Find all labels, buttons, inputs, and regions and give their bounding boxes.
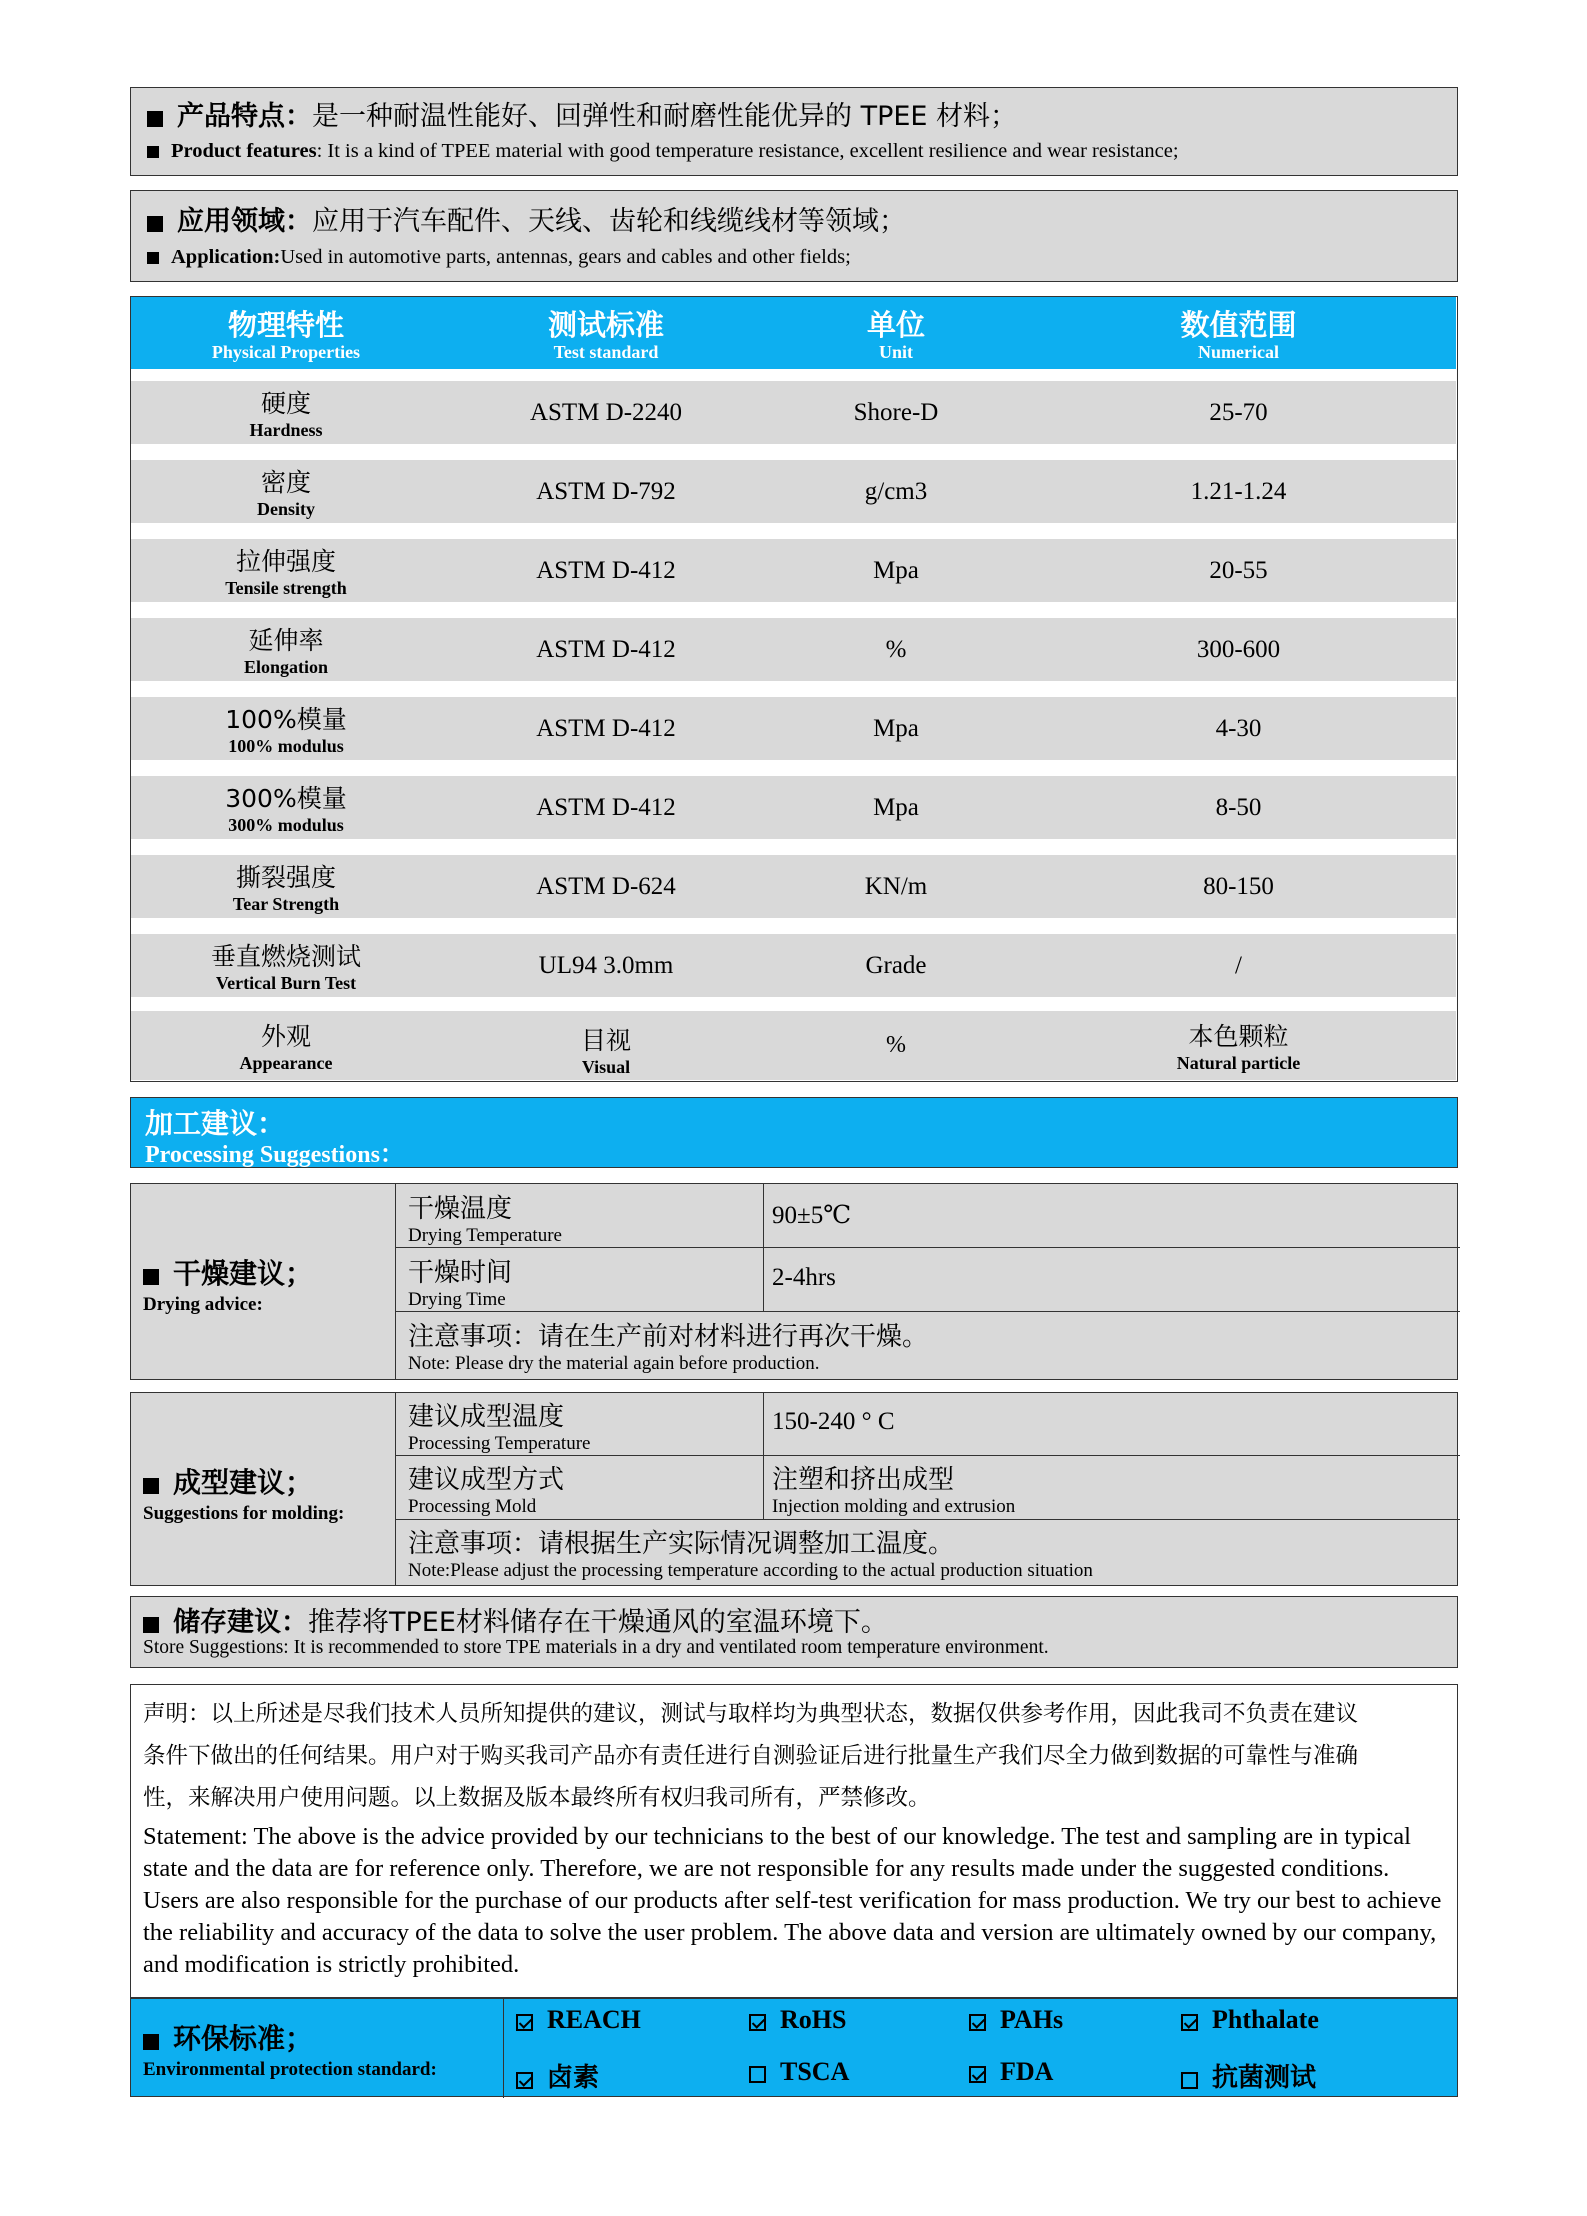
bullet-square-icon (147, 252, 159, 264)
property-standard: ASTM D-624 (536, 872, 676, 900)
bullet-square-icon (143, 2034, 159, 2050)
property-unit: Mpa (873, 556, 919, 584)
molding-temp-label: 建议成型温度 Processing Temperature (408, 1401, 591, 1454)
env-checkbox-item[interactable] (749, 2057, 849, 2087)
property-value: 8-50 (1215, 793, 1262, 821)
features-cn-text: 是一种耐温性能好、回弹性和耐磨性能优异的 TPEE 材料； (312, 101, 1018, 132)
drying-section (130, 1183, 1458, 1380)
features-cn-label: 产品特点： (177, 101, 312, 132)
unchecked-box-icon[interactable] (749, 2066, 766, 2083)
property-row (131, 460, 1456, 523)
application-cn-label: 应用领域： (177, 206, 312, 237)
env-item-label: TSCA (780, 2057, 850, 2086)
property-name: 密度 Density (257, 468, 315, 519)
molding-temp-value: 150-240 ° C (772, 1407, 895, 1435)
bullet-square-icon (147, 146, 159, 158)
header-numerical: 数值范围 Numerical (1180, 308, 1297, 362)
drying-temp-value: 90±5℃ (772, 1201, 852, 1229)
env-item-label: 抗菌测试 (1212, 2063, 1317, 2092)
application-en-line (147, 246, 851, 269)
property-unit: % (885, 635, 907, 663)
property-unit: Mpa (873, 714, 919, 742)
processing-title-cn: 加工建议： (145, 1107, 286, 1140)
processing-title-en: Processing Suggestions： (145, 1142, 404, 1168)
property-standard: ASTM D-412 (536, 793, 676, 821)
env-checkbox-item[interactable] (749, 2005, 846, 2035)
application-en-label: Application: (171, 246, 281, 268)
checked-box-icon[interactable] (516, 2072, 533, 2089)
features-section (130, 87, 1458, 176)
env-item-label: PAHs (1000, 2005, 1064, 2034)
checked-box-icon[interactable] (1181, 2014, 1198, 2031)
bullet-square-icon (147, 216, 163, 232)
property-unit: g/cm3 (864, 477, 928, 505)
env-item-label: RoHS (780, 2005, 847, 2034)
property-name: 300%模量 300% modulus (225, 784, 347, 835)
property-standard: UL94 3.0mm (538, 951, 674, 979)
bullet-square-icon (143, 1269, 159, 1285)
env-item-label: 卤素 (547, 2063, 600, 2092)
property-name: 拉伸强度 Tensile strength (225, 547, 347, 598)
appearance-unit: % (886, 1032, 906, 1058)
statement-section (130, 1684, 1458, 1998)
env-item-label: Phthalate (1212, 2005, 1319, 2034)
property-name: 硬度 Hardness (249, 389, 323, 440)
property-standard: ASTM D-412 (536, 714, 676, 742)
application-cn-line (147, 199, 906, 238)
property-value: 80-150 (1203, 872, 1274, 900)
application-en-text: Used in automotive parts, antennas, gears and cables and other fields; (280, 246, 851, 268)
features-en-line (147, 140, 1179, 163)
storage-en-line: Store Suggestions: It is recommended to store TPE materials in a dry and ventilated room temperature environment. (143, 1637, 1049, 1658)
molding-mold-value: 注塑和挤出成型 Injection molding and extrusion (772, 1464, 1016, 1517)
checked-box-icon[interactable] (969, 2066, 986, 2083)
bullet-square-icon (147, 111, 163, 127)
property-row (131, 618, 1456, 681)
properties-header-row (131, 297, 1456, 369)
appearance-value: 本色颗粒 Natural particle (1176, 1022, 1301, 1073)
property-name: 垂直燃烧测试 Vertical Burn Test (210, 942, 361, 993)
property-unit: KN/m (864, 872, 928, 900)
env-item-label: REACH (547, 2005, 641, 2034)
property-row (131, 934, 1456, 997)
features-cn-line (147, 94, 1017, 133)
drying-time-label: 干燥时间 Drying Time (408, 1257, 513, 1310)
env-checkbox-item[interactable] (516, 2005, 641, 2035)
drying-time-value: 2-4hrs (772, 1263, 836, 1291)
property-name: 100%模量 100% modulus (225, 705, 347, 756)
bullet-square-icon (143, 1478, 159, 1494)
storage-cn-line: 储存建议：推荐将TPEE材料储存在干燥通风的室温环境下。 (143, 1600, 888, 1639)
property-standard: ASTM D-412 (536, 556, 676, 584)
env-checkbox-item[interactable] (516, 2057, 599, 2094)
checked-box-icon[interactable] (516, 2014, 533, 2031)
header-test-standard: 测试标准 Test standard (547, 308, 664, 362)
properties-table (130, 296, 1458, 1082)
property-unit: Mpa (873, 793, 919, 821)
features-en-text: : It is a kind of TPEE material with good temperature resistance, excellent resilience and wear resistance; (316, 140, 1179, 162)
env-checkbox-item[interactable] (1181, 2057, 1316, 2094)
environment-section (130, 1998, 1458, 2097)
application-section (130, 190, 1458, 282)
statement-en: Statement: The above is the advice provided by our technicians to the best of our knowledge. The test and sampling are in typical state and the data are for reference only. Therefore, we are not responsible for any results made under the suggested conditions. Users are also responsible for the purchase of our products after self-test verification for mass production. We try our best to achieve the reliability and accuracy of the data to solve the user problem. The above data and version are ultimately owned by our company, and modification is strictly prohibited. (143, 1823, 1442, 1978)
checked-box-icon[interactable] (749, 2014, 766, 2031)
property-unit: Grade (865, 951, 927, 979)
molding-label: 成型建议； Suggestions for molding: (143, 1466, 345, 1524)
application-cn-text: 应用于汽车配件、天线、齿轮和线缆线材等领域； (312, 206, 906, 237)
property-value: 25-70 (1209, 398, 1268, 426)
env-checkbox-item[interactable] (969, 2057, 1053, 2087)
env-checkbox-item[interactable] (969, 2005, 1063, 2035)
property-value: 4-30 (1215, 714, 1262, 742)
header-physical-properties: 物理特性 Physical Properties (211, 308, 361, 362)
features-en-label: Product features (171, 140, 317, 162)
property-unit: Shore-D (853, 398, 939, 426)
property-value: 20-55 (1209, 556, 1268, 584)
processing-header (130, 1097, 1458, 1168)
appearance-row (131, 1011, 1456, 1080)
molding-mold-label: 建议成型方式 Processing Mold (408, 1464, 565, 1517)
drying-label: 干燥建议； Drying advice: (143, 1257, 314, 1315)
header-unit: 单位 Unit (866, 308, 925, 362)
env-item-label: FDA (1000, 2057, 1054, 2086)
bullet-square-icon (143, 1617, 159, 1633)
appearance-property: 外观 Appearance (239, 1022, 333, 1073)
drying-temp-label: 干燥温度 Drying Temperature (408, 1193, 562, 1246)
property-row (131, 855, 1456, 918)
molding-note: 注意事项：请根据生产实际情况调整加工温度。 Note:Please adjust the processing temperature according to the actual production situation (408, 1528, 1093, 1581)
storage-section (130, 1596, 1458, 1668)
drying-grid (395, 1183, 1459, 1380)
env-checkbox-item[interactable] (1181, 2005, 1319, 2035)
checked-box-icon[interactable] (969, 2014, 986, 2031)
property-row (131, 776, 1456, 839)
property-name: 撕裂强度 Tear Strength (232, 863, 340, 914)
molding-section (130, 1392, 1458, 1586)
property-value: / (1235, 951, 1242, 979)
property-standard: ASTM D-412 (536, 635, 676, 663)
molding-grid (395, 1392, 1459, 1586)
statement-cn: 声明：以上所述是尽我们技术人员所知提供的建议，测试与取样均为典型状态，数据仅供参考作用，因此我司不负责在建议 条件下做出的任何结果。用户对于购买我司产品亦有责任进行自测验证后进行批量生产我们尽全力做到数据的可靠性与准确 性，来解决用户使用问题。以上数据及版本最终所有权归我司所有，严禁修改。 (143, 1701, 1359, 1811)
property-row (131, 697, 1456, 760)
property-standard: ASTM D-792 (536, 477, 676, 505)
property-name: 延伸率 Elongation (243, 626, 329, 677)
property-standard: ASTM D-2240 (529, 398, 683, 426)
property-row (131, 381, 1456, 444)
unchecked-box-icon[interactable] (1181, 2072, 1198, 2089)
property-value: 1.21-1.24 (1190, 477, 1287, 505)
environment-label: 环保标准； Environmental protection standard: (143, 2022, 437, 2080)
property-row (131, 539, 1456, 602)
drying-note: 注意事项：请在生产前对材料进行再次干燥。 Note: Please dry the material again before production. (408, 1321, 929, 1374)
property-value: 300-600 (1196, 635, 1281, 663)
appearance-standard: 目视 Visual (580, 1026, 631, 1077)
